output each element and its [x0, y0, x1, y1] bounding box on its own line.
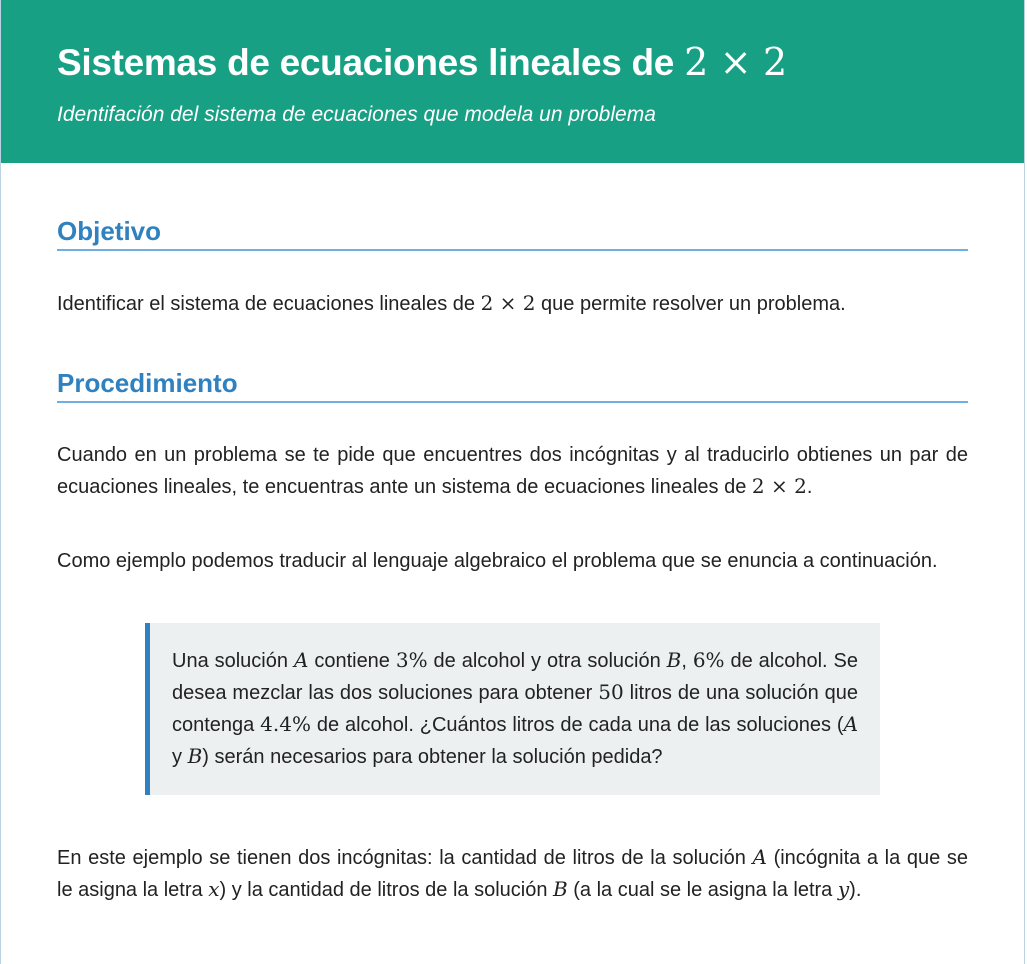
procedure-paragraph-1	[57, 440, 968, 503]
problem-math: 4.4%	[260, 712, 311, 736]
problem-math: B	[187, 744, 203, 768]
problem-math: B	[666, 648, 682, 672]
procedure-paragraph-3	[57, 842, 968, 906]
page-header	[1, 0, 1024, 163]
problem-text: ,	[681, 650, 693, 672]
problem-math: 50	[598, 680, 624, 704]
page-title	[57, 38, 1024, 87]
objective-heading: Objetivo	[57, 215, 968, 251]
p3-text: ) y la cantidad de litros de la solución	[219, 879, 553, 901]
p3-text: (incógnita a la que se le asigna la letra	[57, 847, 968, 901]
problem-text: Una solución	[172, 650, 294, 672]
procedure-p1-math: 2 × 2	[751, 474, 807, 498]
procedure-p1-text: Cuando en un problema se te pide que encuentres dos incógnitas y al traducirlo obtienes un par de ecuaciones lineales, te encuentras ante un sistema de ecuaciones lineales de	[57, 444, 968, 498]
p3-text: ).	[849, 879, 862, 901]
p3-math: y	[837, 877, 850, 901]
objective-math: 2 × 2	[480, 291, 536, 315]
p3-text: (a la cual se le asigna la letra	[567, 879, 838, 901]
p3-math: A	[752, 845, 767, 869]
page-title-math: 2 × 2	[684, 40, 787, 84]
problem-statement	[172, 645, 858, 773]
problem-math: 6%	[692, 648, 725, 672]
p3-math: B	[553, 877, 568, 901]
objective-text-after: que permite resolver un problema.	[535, 293, 846, 315]
problem-text: ) serán necesarios para obtener la solución pedida?	[202, 746, 663, 768]
procedure-p1-end: .	[806, 476, 813, 498]
problem-text: de alcohol. ¿Cuántos litros de cada una de las soluciones (	[310, 714, 844, 736]
problem-text: y	[172, 746, 188, 768]
problem-text: de alcohol y otra solución	[427, 650, 667, 672]
p3-math: x	[208, 877, 220, 901]
problem-math: A	[293, 648, 309, 672]
page-subtitle: Identifación del sistema de ecuaciones que modela un problema	[57, 103, 656, 126]
problem-text: de alcohol. Se desea mezclar las dos soluciones para obtener	[172, 650, 858, 704]
problem-text: litros de una solución que contenga	[172, 682, 859, 736]
p3-text: En este ejemplo se tienen dos incógnitas: la cantidad de litros de la solución	[57, 847, 753, 869]
problem-callout	[145, 623, 880, 795]
page-title-text: Sistemas de ecuaciones lineales de	[57, 42, 675, 83]
procedure-heading: Procedimiento	[57, 367, 968, 403]
problem-text: contiene	[308, 650, 396, 672]
main-content	[1, 215, 1024, 906]
objective-text-before: Identificar el sistema de ecuaciones lineales de	[57, 293, 481, 315]
procedure-paragraph-2: Como ejemplo podemos traducir al lenguaje algebraico el problema que se enuncia a continuación.	[57, 550, 938, 572]
problem-math: 3%	[395, 648, 428, 672]
objective-text	[57, 288, 968, 320]
problem-math: A	[843, 712, 859, 736]
